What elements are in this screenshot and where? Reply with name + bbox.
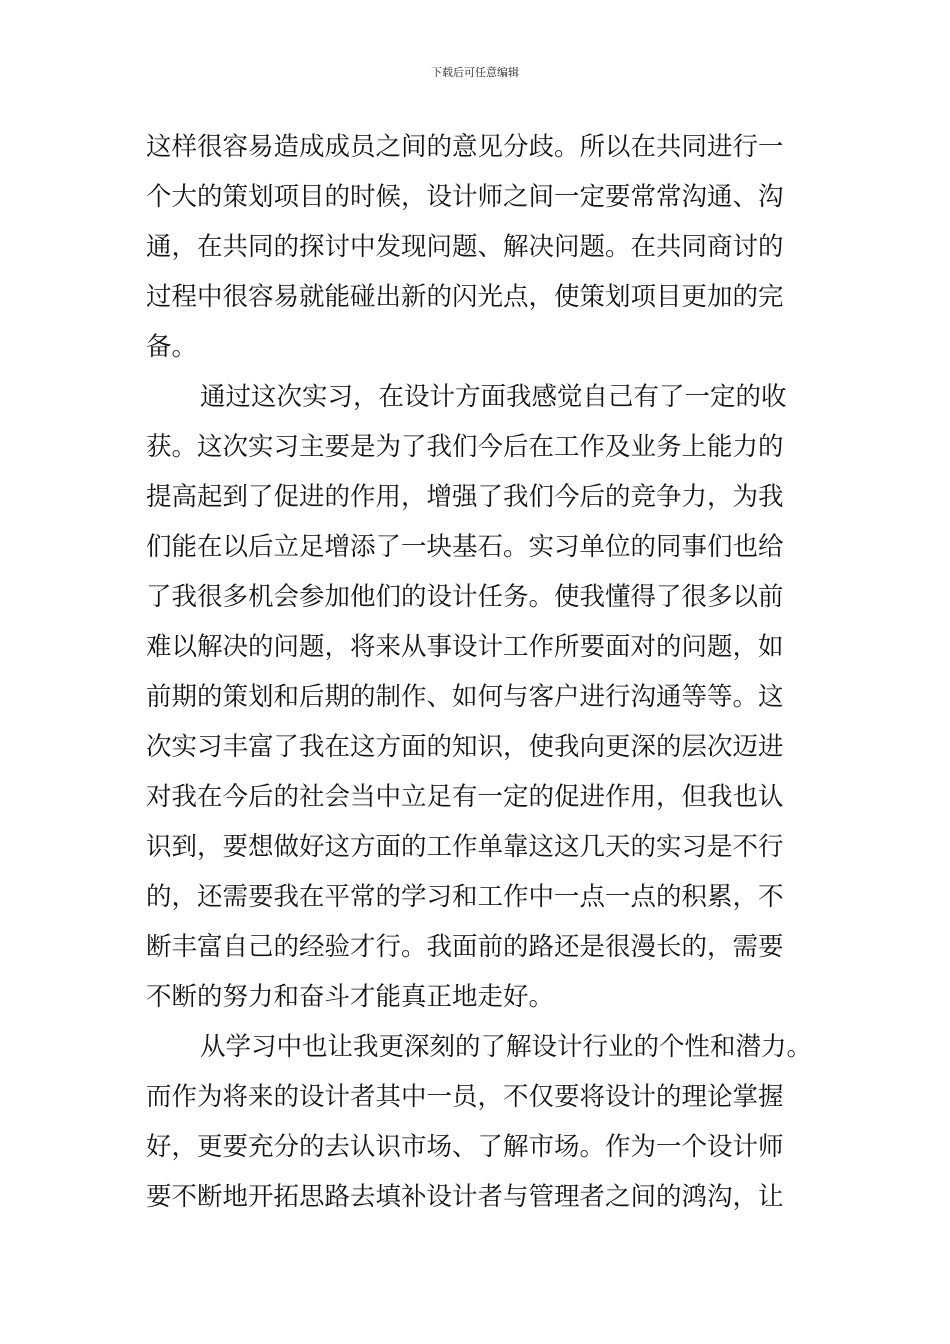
text-line: 而作为将来的设计者其中一员，不仅要将设计的理论掌握 (146, 1082, 784, 1112)
text-line: 前期的策划和后期的制作、如何与客户进行沟通等等。这 (146, 682, 784, 712)
text-line: 好，更要充分的去认识市场、了解市场。作为一个设计师 (146, 1132, 784, 1162)
text-line: 了我很多机会参加他们的设计任务。使我懂得了很多以前 (146, 582, 784, 612)
text-line: 备。 (146, 332, 198, 362)
text-line: 从学习中也让我更深刻的了解设计行业的个性和潜力。 (200, 1032, 813, 1062)
text-line: 对我在今后的社会当中立足有一定的促进作用，但我也认 (146, 782, 784, 812)
body-text (146, 122, 826, 1222)
text-line: 通过这次实习，在设计方面我感觉自己有了一定的收 (200, 382, 787, 412)
text-line: 难以解决的问题，将来从事设计工作所要面对的问题，如 (146, 632, 784, 662)
text-line: 识到，要想做好这方面的工作单靠这这几天的实习是不行 (146, 832, 784, 862)
text-line: 提高起到了促进的作用，增强了我们今后的竞争力，为我 (146, 482, 784, 512)
text-line: 个大的策划项目的时候，设计师之间一定要常常沟通、沟 (146, 182, 784, 212)
text-line: 次实习丰富了我在这方面的知识，使我向更深的层次迈进 (146, 732, 784, 762)
text-line: 过程中很容易就能碰出新的闪光点，使策划项目更加的完 (146, 282, 784, 312)
text-line: 们能在以后立足增添了一块基石。实习单位的同事们也给 (146, 532, 784, 562)
text-line: 不断的努力和奋斗才能真正地走好。 (146, 982, 555, 1012)
page-header: 下载后可任意编辑 (431, 66, 519, 79)
text-line: 要不断地开拓思路去填补设计者与管理者之间的鸿沟，让 (146, 1182, 784, 1212)
text-line: 获。这次实习主要是为了我们今后在工作及业务上能力的 (146, 432, 784, 462)
text-line: 这样很容易造成成员之间的意见分歧。所以在共同进行一 (146, 132, 784, 162)
text-line: 通，在共同的探讨中发现问题、解决问题。在共同商讨的 (146, 232, 784, 262)
text-line: 断丰富自己的经验才行。我面前的路还是很漫长的，需要 (146, 932, 784, 962)
text-line: 的，还需要我在平常的学习和工作中一点一点的积累，不 (146, 882, 784, 912)
